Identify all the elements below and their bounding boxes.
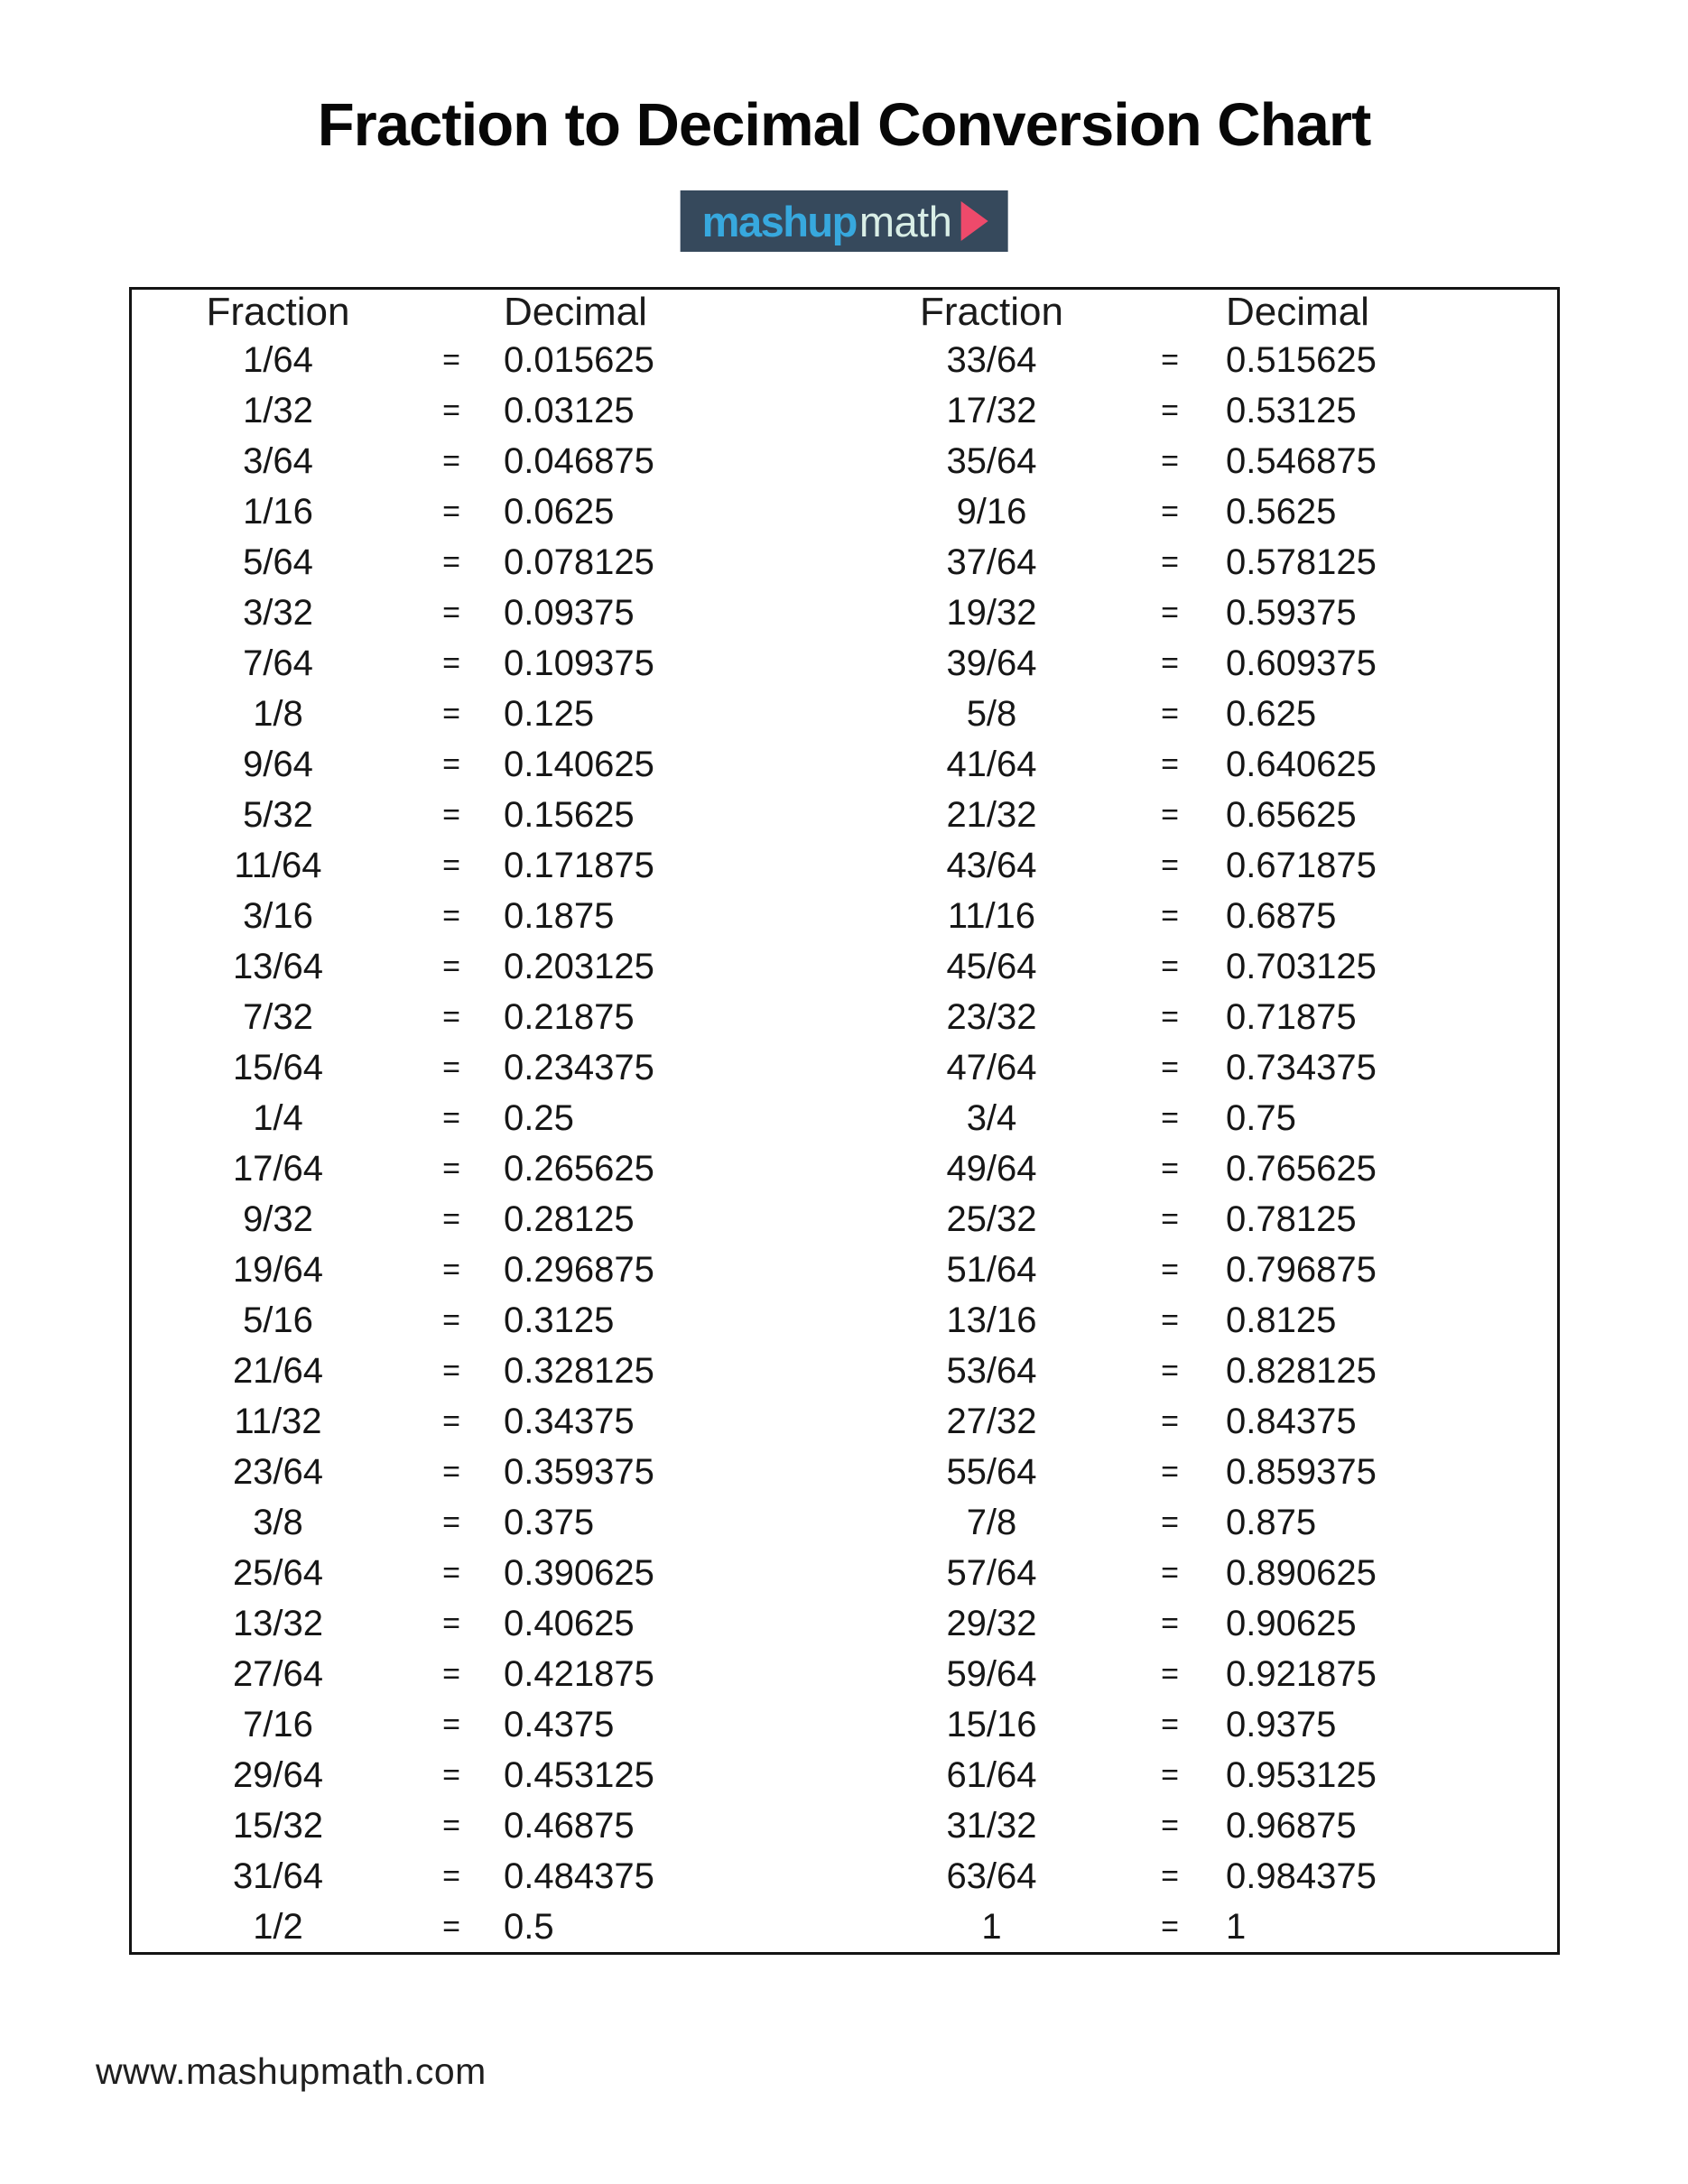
equals-sign: = — [1161, 1656, 1179, 1691]
decimal-column-header-right: Decimal — [1226, 290, 1369, 334]
decimal-cell: 0.21875 — [504, 996, 635, 1037]
decimal-cell: 0.6875 — [1226, 895, 1337, 936]
equals-sign: = — [442, 696, 460, 731]
decimal-cell: 0.078125 — [504, 541, 654, 582]
decimal-cell: 0.09375 — [504, 592, 635, 633]
decimal-cell: 0.109375 — [504, 643, 654, 683]
fraction-cell: 7/64 — [243, 643, 313, 683]
decimal-cell: 0.71875 — [1226, 996, 1357, 1037]
decimal-cell: 0.34375 — [504, 1401, 635, 1441]
fraction-cell: 15/16 — [946, 1704, 1037, 1744]
decimal-cell: 0.421875 — [504, 1653, 654, 1694]
fraction-cell: 11/64 — [234, 845, 322, 885]
fraction-cell: 5/64 — [243, 541, 313, 582]
decimal-cell: 0.359375 — [504, 1451, 654, 1492]
fraction-cell: 9/64 — [243, 744, 313, 784]
fraction-column-header-left: Fraction — [206, 290, 350, 334]
decimal-cell: 0.8125 — [1226, 1300, 1337, 1340]
decimal-cell: 0.65625 — [1226, 794, 1357, 835]
decimal-cell: 0.890625 — [1226, 1552, 1377, 1593]
header-spacer-left — [424, 290, 478, 335]
equals-sign: = — [1161, 393, 1179, 428]
fraction-cell: 27/64 — [232, 1653, 324, 1694]
fraction-cell: 5/8 — [966, 693, 1017, 734]
decimal-cell: 0.3125 — [504, 1300, 615, 1340]
fraction-cell: 35/64 — [946, 440, 1037, 481]
fraction-cell: 11/16 — [947, 895, 1036, 936]
decimal-cell: 0.78125 — [1226, 1198, 1357, 1239]
page-title: Fraction to Decimal Conversion Chart — [317, 91, 1371, 159]
fraction-cell: 63/64 — [946, 1855, 1037, 1896]
equals-sign: = — [1161, 342, 1179, 377]
fraction-cell: 13/32 — [232, 1603, 324, 1643]
equals-sign: = — [1161, 1606, 1179, 1641]
decimal-cell: 1 — [1226, 1906, 1247, 1947]
equals-sign: = — [442, 898, 460, 933]
fraction-cell: 31/32 — [946, 1805, 1037, 1846]
decimal-cell: 0.96875 — [1226, 1805, 1357, 1846]
equals-sign: = — [442, 1353, 460, 1388]
decimal-cell: 0.59375 — [1226, 592, 1357, 633]
equals-sign: = — [1161, 1555, 1179, 1590]
decimal-cell: 0.015625 — [504, 339, 654, 380]
equals-sign: = — [442, 1050, 460, 1085]
fraction-cell: 1/32 — [243, 390, 313, 430]
decimal-cell: 0.03125 — [504, 390, 635, 430]
fraction-cell: 57/64 — [946, 1552, 1037, 1593]
equals-sign: = — [1161, 1504, 1179, 1540]
equals-sign: = — [442, 1403, 460, 1439]
decimal-cell: 0.578125 — [1226, 541, 1377, 582]
fraction-cell: 23/32 — [946, 996, 1037, 1037]
fraction-cell: 53/64 — [946, 1350, 1037, 1391]
equals-sign: = — [1161, 1909, 1179, 1944]
decimal-cell: 0.609375 — [1226, 643, 1377, 683]
logo-text-math: math — [858, 197, 952, 245]
equals-sign: = — [442, 645, 460, 680]
conversion-table — [129, 287, 1560, 1955]
decimal-cell: 0.25 — [504, 1097, 574, 1138]
decimal-cell: 0.515625 — [1226, 339, 1377, 380]
fraction-cell: 29/32 — [946, 1603, 1037, 1643]
fraction-cell: 41/64 — [946, 744, 1037, 784]
fraction-cell: 3/16 — [243, 895, 313, 936]
decimal-cell: 0.0625 — [504, 491, 615, 532]
equals-sign: = — [1161, 1151, 1179, 1186]
equals-sign: = — [442, 1909, 460, 1944]
decimal-cell: 0.203125 — [504, 946, 654, 986]
fraction-cell: 1/2 — [253, 1906, 303, 1947]
decimal-cell: 0.828125 — [1226, 1350, 1377, 1391]
decimal-cell: 0.296875 — [504, 1249, 654, 1290]
equals-sign: = — [442, 1504, 460, 1540]
fraction-cell: 25/64 — [232, 1552, 324, 1593]
equals-sign: = — [442, 1757, 460, 1792]
fraction-cell: 1/4 — [253, 1097, 303, 1138]
decimal-cell: 0.90625 — [1226, 1603, 1357, 1643]
equals-sign: = — [442, 797, 460, 832]
fraction-cell: 3/4 — [966, 1097, 1017, 1138]
fraction-cell: 25/32 — [946, 1198, 1037, 1239]
equals-sign: = — [442, 1858, 460, 1893]
equals-sign: = — [442, 847, 460, 883]
fraction-cell: 15/64 — [232, 1047, 324, 1087]
decimal-cell: 0.453125 — [504, 1754, 654, 1795]
equals-sign: = — [1161, 595, 1179, 630]
equals-sign: = — [1161, 494, 1179, 529]
fraction-cell: 1/8 — [253, 693, 303, 734]
decimal-cell: 0.546875 — [1226, 440, 1377, 481]
decimal-cell: 0.265625 — [504, 1148, 654, 1189]
fraction-cell: 17/64 — [232, 1148, 324, 1189]
equals-sign: = — [442, 595, 460, 630]
decimal-cell: 0.125 — [504, 693, 595, 734]
equals-sign: = — [442, 544, 460, 579]
decimal-cell: 0.921875 — [1226, 1653, 1377, 1694]
equals-sign: = — [442, 1707, 460, 1742]
decimal-cell: 0.5625 — [1226, 491, 1337, 532]
decimal-cell: 0.390625 — [504, 1552, 654, 1593]
equals-sign: = — [1161, 1707, 1179, 1742]
decimal-cell: 0.046875 — [504, 440, 654, 481]
equals-sign: = — [442, 393, 460, 428]
equals-sign: = — [1161, 797, 1179, 832]
equals-sign: = — [1161, 1808, 1179, 1843]
fraction-cell: 49/64 — [946, 1148, 1037, 1189]
fraction-cell: 3/8 — [253, 1502, 303, 1542]
fraction-cell: 51/64 — [946, 1249, 1037, 1290]
fraction-cell: 9/16 — [956, 491, 1027, 532]
equals-sign: = — [1161, 1403, 1179, 1439]
decimal-cell: 0.953125 — [1226, 1754, 1377, 1795]
equals-sign: = — [1161, 443, 1179, 478]
equals-sign: = — [1161, 999, 1179, 1034]
logo-text-mashup: mashup — [701, 197, 857, 245]
fraction-cell: 29/64 — [232, 1754, 324, 1795]
equals-sign: = — [442, 1555, 460, 1590]
decimal-cell: 0.984375 — [1226, 1855, 1377, 1896]
decimal-cell: 0.734375 — [1226, 1047, 1377, 1087]
equals-sign: = — [1161, 949, 1179, 984]
equals-sign: = — [442, 949, 460, 984]
mashupmath-logo — [681, 190, 1008, 252]
fraction-cell: 19/32 — [946, 592, 1037, 633]
fraction-cell: 1 — [981, 1906, 1002, 1947]
equals-sign: = — [442, 1302, 460, 1337]
fraction-cell: 7/16 — [243, 1704, 313, 1744]
fraction-cell: 1/16 — [243, 491, 313, 532]
equals-sign: = — [442, 1201, 460, 1236]
fraction-cell: 61/64 — [946, 1754, 1037, 1795]
equals-sign: = — [442, 443, 460, 478]
equals-sign: = — [1161, 1100, 1179, 1135]
decimal-cell: 0.625 — [1226, 693, 1317, 734]
equals-sign: = — [442, 342, 460, 377]
equals-sign: = — [1161, 898, 1179, 933]
fraction-cell: 37/64 — [946, 541, 1037, 582]
decimal-cell: 0.671875 — [1226, 845, 1377, 885]
fraction-cell: 1/64 — [243, 339, 313, 380]
decimal-cell: 0.40625 — [504, 1603, 635, 1643]
decimal-cell: 0.484375 — [504, 1855, 654, 1896]
equals-sign: = — [1161, 1353, 1179, 1388]
decimal-column-header-left: Decimal — [504, 290, 647, 334]
fraction-cell: 45/64 — [946, 946, 1037, 986]
fraction-cell: 9/32 — [243, 1198, 313, 1239]
equals-sign: = — [1161, 544, 1179, 579]
equals-sign: = — [1161, 1757, 1179, 1792]
decimal-cell: 0.640625 — [1226, 744, 1377, 784]
equals-sign: = — [442, 1656, 460, 1691]
decimal-cell: 0.703125 — [1226, 946, 1377, 986]
decimal-cell: 0.796875 — [1226, 1249, 1377, 1290]
fraction-cell: 31/64 — [232, 1855, 324, 1896]
equals-sign: = — [1161, 847, 1179, 883]
decimal-cell: 0.28125 — [504, 1198, 635, 1239]
decimal-cell: 0.140625 — [504, 744, 654, 784]
decimal-cell: 0.53125 — [1226, 390, 1357, 430]
fraction-cell: 43/64 — [946, 845, 1037, 885]
decimal-cell: 0.765625 — [1226, 1148, 1377, 1189]
equals-sign: = — [1161, 1252, 1179, 1287]
fraction-cell: 3/64 — [243, 440, 313, 481]
fraction-cell: 59/64 — [946, 1653, 1037, 1694]
fraction-cell: 33/64 — [946, 339, 1037, 380]
fraction-cell: 5/32 — [243, 794, 313, 835]
fraction-cell: 13/16 — [946, 1300, 1037, 1340]
decimal-cell: 0.234375 — [504, 1047, 654, 1087]
decimal-cell: 0.84375 — [1226, 1401, 1357, 1441]
play-icon — [960, 201, 988, 241]
fraction-cell: 27/32 — [946, 1401, 1037, 1441]
equals-sign: = — [442, 1151, 460, 1186]
equals-sign: = — [442, 1606, 460, 1641]
equals-sign: = — [442, 746, 460, 782]
fraction-cell: 13/64 — [232, 946, 324, 986]
equals-sign: = — [442, 1808, 460, 1843]
decimal-cell: 0.9375 — [1226, 1704, 1337, 1744]
fraction-cell: 5/16 — [243, 1300, 313, 1340]
equals-sign: = — [1161, 1858, 1179, 1893]
fraction-cell: 7/8 — [966, 1502, 1017, 1542]
equals-sign: = — [442, 999, 460, 1034]
decimal-cell: 0.328125 — [504, 1350, 654, 1391]
equals-sign: = — [1161, 1201, 1179, 1236]
header-spacer-right — [1139, 290, 1201, 335]
fraction-column-header-right: Fraction — [920, 290, 1063, 334]
fraction-cell: 55/64 — [946, 1451, 1037, 1492]
equals-sign: = — [1161, 645, 1179, 680]
fraction-cell: 3/32 — [243, 592, 313, 633]
fraction-cell: 11/32 — [234, 1401, 322, 1441]
equals-sign: = — [1161, 1454, 1179, 1489]
fraction-cell: 15/32 — [232, 1805, 324, 1846]
equals-sign: = — [442, 1252, 460, 1287]
equals-sign: = — [1161, 696, 1179, 731]
decimal-cell: 0.15625 — [504, 794, 635, 835]
decimal-cell: 0.875 — [1226, 1502, 1317, 1542]
decimal-cell: 0.1875 — [504, 895, 615, 936]
decimal-cell: 0.4375 — [504, 1704, 615, 1744]
fraction-cell: 21/64 — [232, 1350, 324, 1391]
fraction-cell: 7/32 — [243, 996, 313, 1037]
fraction-cell: 47/64 — [946, 1047, 1037, 1087]
fraction-cell: 39/64 — [946, 643, 1037, 683]
equals-sign: = — [1161, 1302, 1179, 1337]
equals-sign: = — [442, 1100, 460, 1135]
decimal-cell: 0.46875 — [504, 1805, 635, 1846]
decimal-cell: 0.171875 — [504, 845, 654, 885]
equals-sign: = — [442, 494, 460, 529]
equals-sign: = — [1161, 1050, 1179, 1085]
fraction-cell: 23/64 — [232, 1451, 324, 1492]
footer-url: www.mashupmath.com — [96, 2050, 487, 2092]
decimal-cell: 0.5 — [504, 1906, 554, 1947]
equals-sign: = — [1161, 746, 1179, 782]
fraction-cell: 17/32 — [946, 390, 1037, 430]
fraction-cell: 19/64 — [232, 1249, 324, 1290]
equals-sign: = — [442, 1454, 460, 1489]
decimal-cell: 0.375 — [504, 1502, 595, 1542]
decimal-cell: 0.859375 — [1226, 1451, 1377, 1492]
decimal-cell: 0.75 — [1226, 1097, 1296, 1138]
fraction-cell: 21/32 — [946, 794, 1037, 835]
